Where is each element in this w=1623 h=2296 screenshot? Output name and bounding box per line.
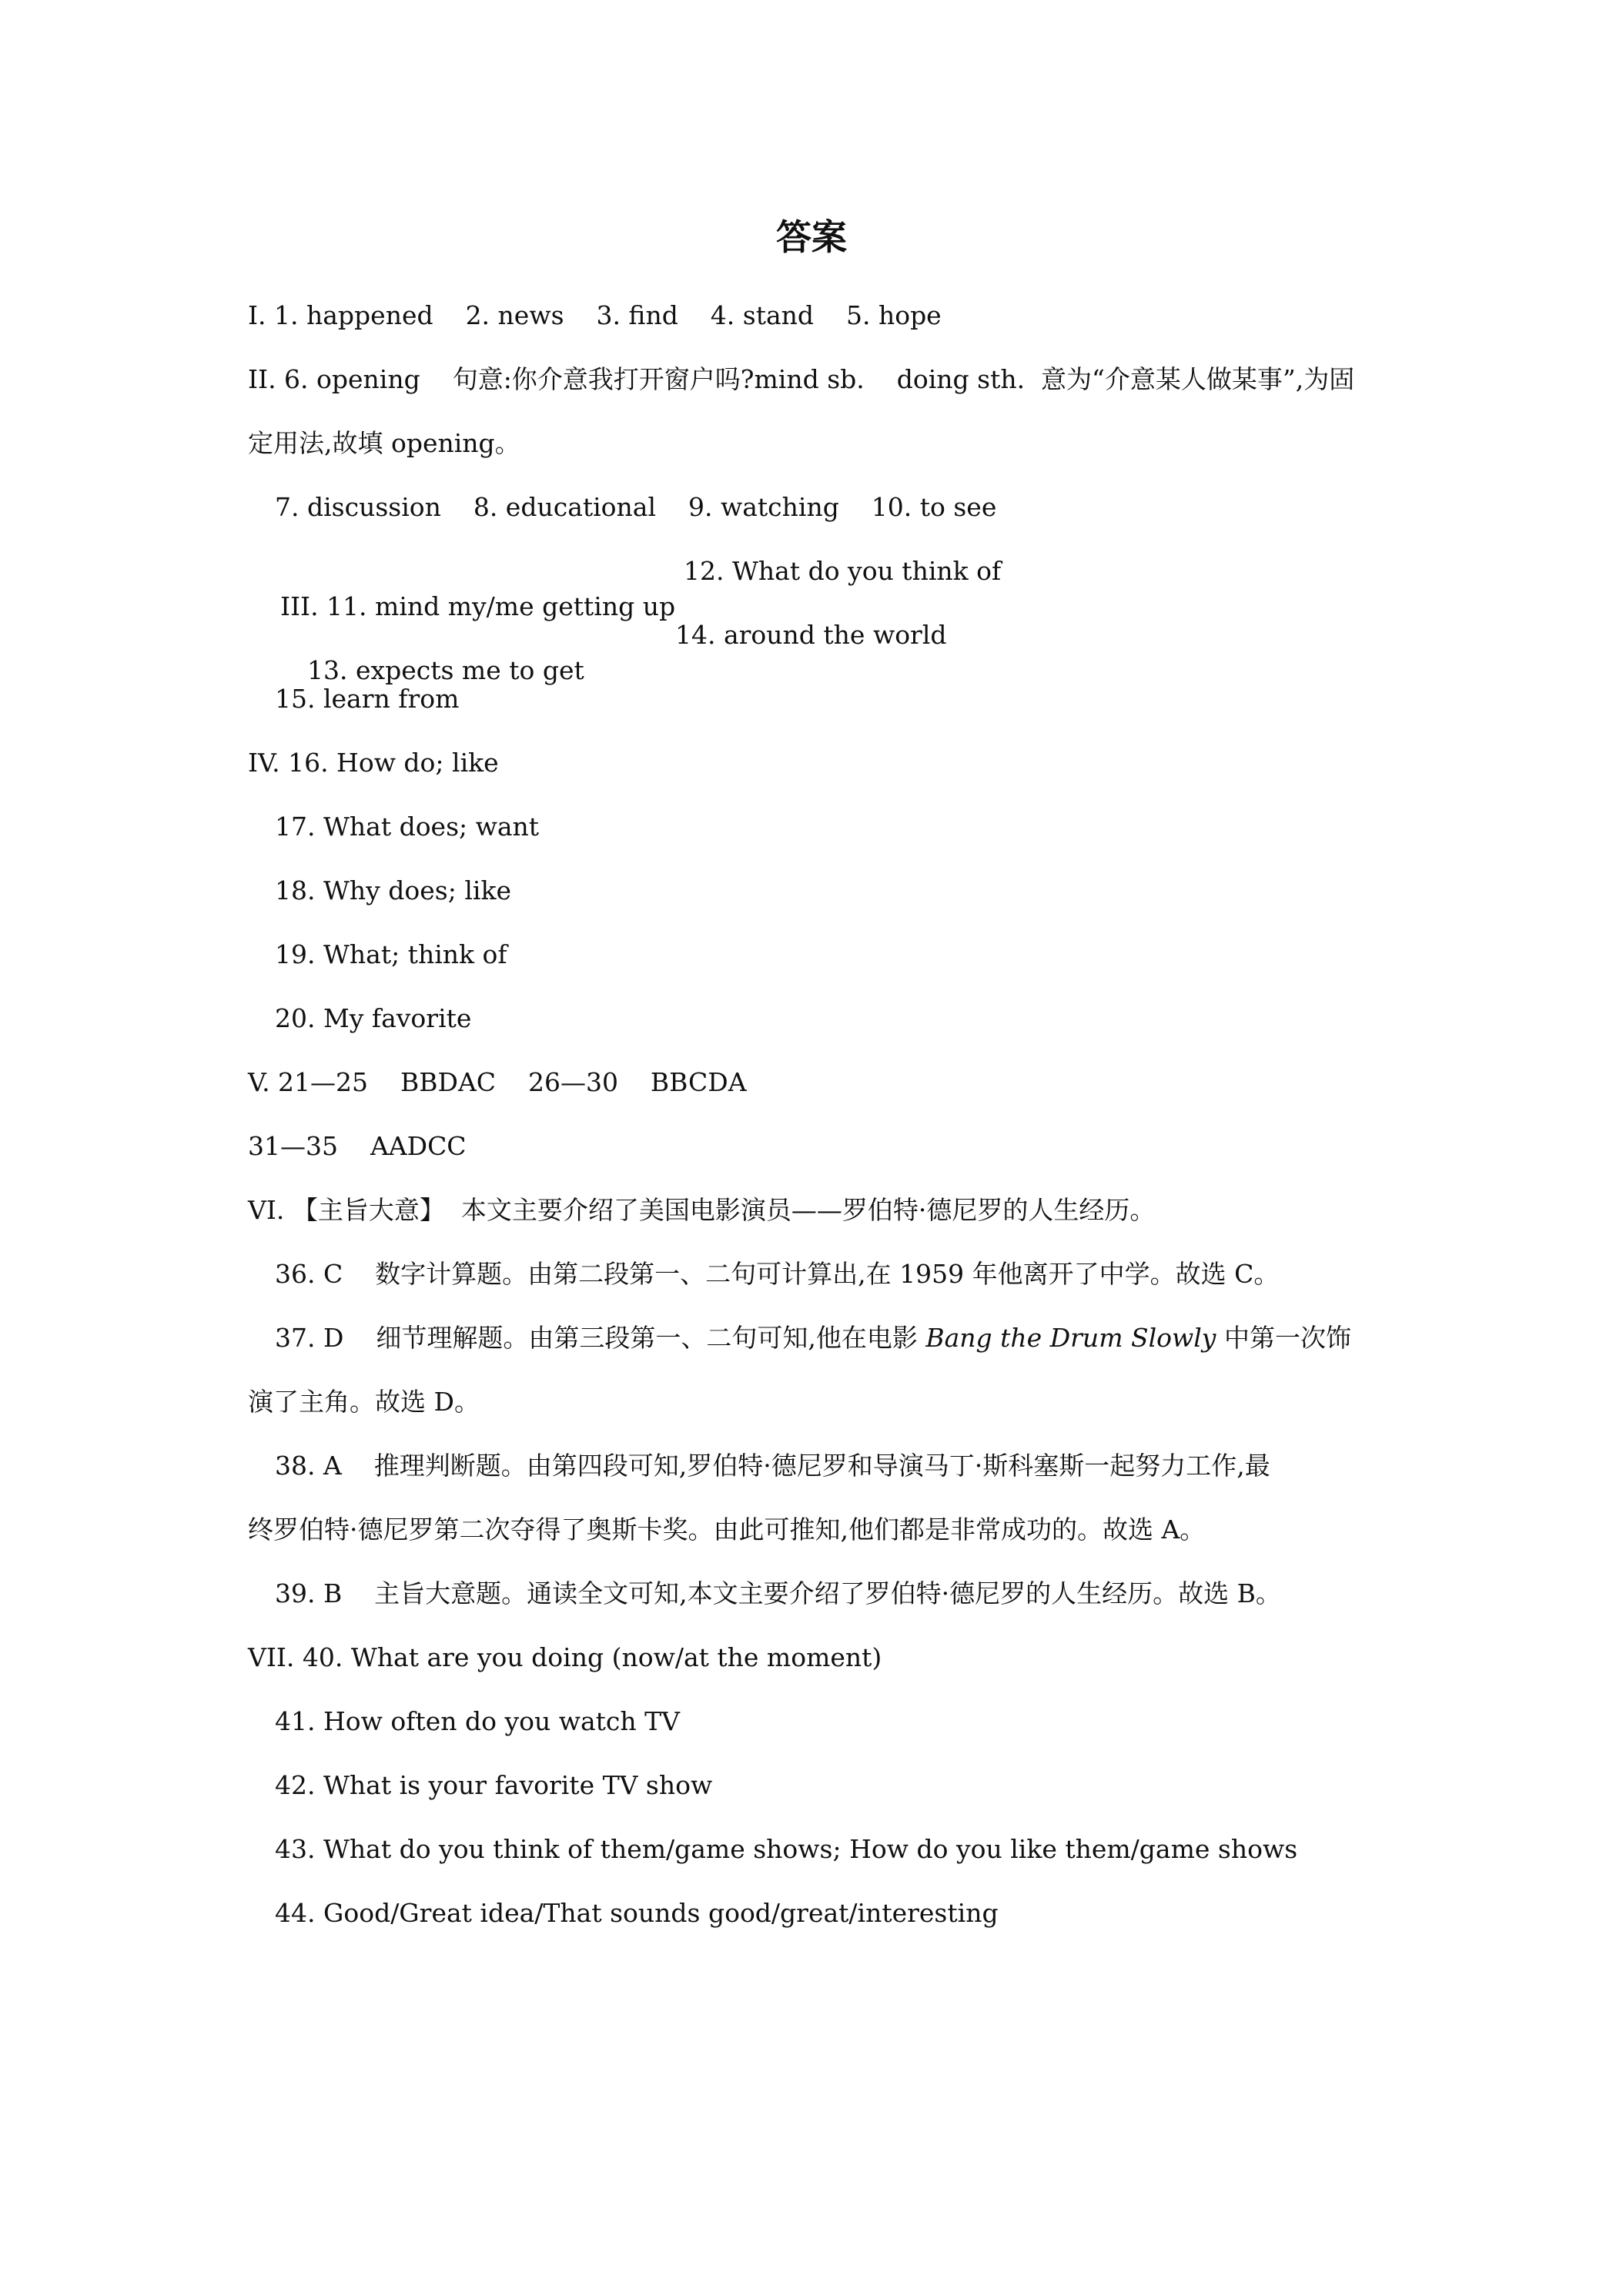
answer-17: 17. What does; want [275, 812, 540, 842]
answer-15: 15. learn from [275, 684, 460, 714]
answer-13: 13. expects me to get [306, 655, 584, 685]
section-2-line-2: 定用法,故填 opening。 [248, 428, 520, 458]
answer-14: 14. around the world [675, 620, 947, 650]
answer-44: 44. Good/Great idea/That sounds good/great/interesting [275, 1898, 999, 1928]
page-title: 答案 [776, 216, 847, 258]
answer-41: 41. How often do you watch TV [275, 1706, 680, 1736]
section-6-summary: VI. 【主旨大意】 本文主要介绍了美国电影演员——罗伯特·德尼罗的人生经历。 [248, 1195, 1156, 1225]
answer-36: 36. C 数字计算题。由第二段第一、二句可计算出,在 1959 年他离开了中学。故选 C。 [275, 1259, 1280, 1289]
section-1-answers: I. 1. happened 2. news 3. find 4. stand 5. hope [248, 300, 942, 330]
section-2-line-1: II. 6. opening 句意:你介意我打开窗户吗?mind sb. doing sth. 意为“介意某人做某事”,为固 [248, 364, 1355, 394]
answer-42: 42. What is your favorite TV show [275, 1770, 713, 1800]
section-5-line-2: 31—35 AADCC [248, 1131, 467, 1161]
answer-16: IV. 16. How do; like [248, 748, 499, 778]
answer-40: VII. 40. What are you doing (now/at the moment) [248, 1642, 882, 1672]
section-2-line-3: 7. discussion 8. educational 9. watching 10. to see [275, 492, 997, 522]
answer-37-text-a: 37. D 细节理解题。由第三段第一、二句可知,他在电影 [275, 1323, 926, 1353]
answer-19: 19. What; think of [275, 939, 507, 969]
answer-18: 18. Why does; like [275, 875, 511, 905]
section-5-line-1: V. 21—25 BBDAC 26—30 BBCDA [248, 1067, 747, 1097]
answer-20: 20. My favorite [275, 1003, 472, 1033]
movie-title: Bang the Drum Slowly [925, 1323, 1216, 1353]
answer-37-line-2: 演了主角。故选 D。 [248, 1387, 480, 1417]
answer-38-line-2: 终罗伯特·德尼罗第二次夺得了奥斯卡奖。由此可推知,他们都是非常成功的。故选 A。 [248, 1514, 1206, 1545]
answer-39: 39. B 主旨大意题。通读全文可知,本文主要介绍了罗伯特·德尼罗的人生经历。故选 B。 [275, 1578, 1281, 1608]
answer-37-text-b: 中第一次饰 [1216, 1323, 1351, 1353]
answer-11: III. 11. mind my/me getting up [279, 591, 676, 621]
answer-38-line-1: 38. A 推理判断题。由第四段可知,罗伯特·德尼罗和导演马丁·斯科塞斯一起努力工作,最 [275, 1451, 1270, 1481]
answer-43: 43. What do you think of them/game shows; How do you like them/game shows [275, 1834, 1298, 1864]
answer-37-line-1 [275, 1320, 1351, 1356]
answer-12: 12. What do you think of [684, 556, 1002, 586]
